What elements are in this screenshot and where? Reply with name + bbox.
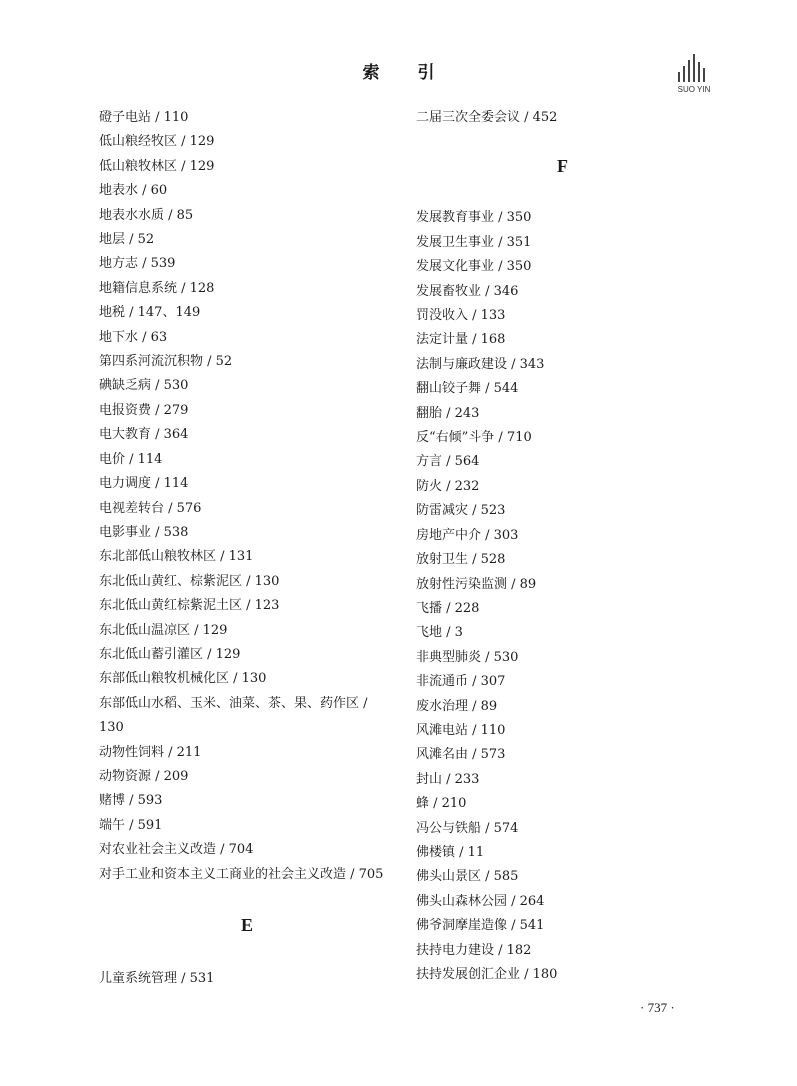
index-entry: 反“右倾”斗争 / 710 xyxy=(416,430,532,446)
index-entry: 地层 / 52 xyxy=(99,232,155,248)
index-entry: 发展文化事业 / 350 xyxy=(416,259,532,275)
index-entry: 东北低山蓄引灌区 / 129 xyxy=(99,646,241,662)
index-entry: 儿童系统管理 / 531 xyxy=(99,971,215,986)
index-group-f xyxy=(416,206,706,987)
index-entry: 东北低山黄红棕紫泥土区 / 123 xyxy=(99,598,280,614)
logo-bars-icon xyxy=(674,52,714,82)
index-entry: 放射性污染监测 / 89 xyxy=(416,576,537,592)
index-entry: 电价 / 114 xyxy=(99,451,163,467)
index-entry: 罚没收入 / 133 xyxy=(416,308,506,324)
suo-yin-logo xyxy=(668,48,720,92)
index-group-e-continued xyxy=(416,106,706,130)
index-entry: 非流通币 / 307 xyxy=(416,674,506,690)
index-entry: 风滩电站 / 110 xyxy=(416,722,506,738)
page-number: · 737 · xyxy=(640,1000,675,1015)
index-entry: 对手工业和资本主义工商业的社会主义改造 / 705 xyxy=(99,866,384,882)
section-letter-e: E xyxy=(240,915,253,935)
index-entry: 废水治理 / 89 xyxy=(416,698,498,714)
index-entry: 磴子电站 / 110 xyxy=(99,110,189,125)
logo-text: SUO YIN xyxy=(677,85,711,94)
index-entry: 翻山铰子舞 / 544 xyxy=(416,381,519,397)
index-entry: 发展教育事业 / 350 xyxy=(416,210,532,226)
index-entry: 蜂 / 210 xyxy=(416,796,467,812)
index-entry: 非典型肺炎 / 530 xyxy=(416,649,519,665)
index-entry: 电视差转台 / 576 xyxy=(99,500,202,516)
index-entry: 第四系河流沉积物 / 52 xyxy=(99,354,233,370)
index-entry: 东部低山水稻、玉米、油菜、茶、果、药作区 / 130 xyxy=(99,695,368,736)
index-entry: 方言 / 564 xyxy=(416,454,480,470)
index-entry: 佛头山森林公园 / 264 xyxy=(416,893,545,909)
index-entry: 端午 / 591 xyxy=(99,817,163,833)
index-entry: 法制与廉政建设 / 343 xyxy=(416,356,545,372)
index-entry: 佛楼镇 / 11 xyxy=(416,844,485,860)
index-entry: 东北低山黄红、棕紫泥区 / 130 xyxy=(99,573,280,589)
index-entry: 发展卫生事业 / 351 xyxy=(416,234,532,250)
index-entry: 地籍信息系统 / 128 xyxy=(99,280,215,296)
index-group-e xyxy=(99,967,395,991)
index-entry: 法定计量 / 168 xyxy=(416,332,506,348)
index-entry: 地表水 / 60 xyxy=(99,183,168,199)
index-column-left xyxy=(99,106,395,991)
index-entry: 扶持发展创汇企业 / 180 xyxy=(416,967,558,982)
index-entry: 飞播 / 228 xyxy=(416,600,480,616)
index-entry: 东北部低山粮牧林区 / 131 xyxy=(99,549,254,565)
index-entry: 低山粮牧林区 / 129 xyxy=(99,158,215,174)
index-entry: 地表水水质 / 85 xyxy=(99,207,194,223)
page-title: 索 引 xyxy=(362,63,451,83)
index-entry: 动物资源 / 209 xyxy=(99,768,189,784)
index-entry: 电力调度 / 114 xyxy=(99,476,189,492)
index-entry: 碘缺乏病 / 530 xyxy=(99,378,189,394)
index-entry: 防雷减灾 / 523 xyxy=(416,503,506,519)
index-entry: 对农业社会主义改造 / 704 xyxy=(99,842,254,858)
index-entry: 地方志 / 539 xyxy=(99,256,176,272)
index-entry: 冯公与铁船 / 574 xyxy=(416,820,519,836)
index-entry: 电影事业 / 538 xyxy=(99,524,189,540)
index-entry: 佛爷洞摩崖造像 / 541 xyxy=(416,918,545,934)
index-group-d xyxy=(99,106,395,887)
index-entry: 扶持电力建设 / 182 xyxy=(416,942,532,958)
index-entry: 佛头山景区 / 585 xyxy=(416,869,519,885)
index-entry: 防火 / 232 xyxy=(416,478,480,494)
index-entry: 地税 / 147、149 xyxy=(99,305,201,321)
index-entry: 电报资费 / 279 xyxy=(99,402,189,418)
index-column-right xyxy=(416,106,706,987)
index-entry: 电大教育 / 364 xyxy=(99,427,189,443)
index-entry: 动物性饲料 / 211 xyxy=(99,744,202,760)
index-entry: 房地产中介 / 303 xyxy=(416,527,519,543)
index-entry: 低山粮经牧区 / 129 xyxy=(99,134,215,150)
index-entry: 地下水 / 63 xyxy=(99,329,168,345)
index-entry: 飞地 / 3 xyxy=(416,625,463,641)
section-letter-f: F xyxy=(557,156,568,177)
index-entry: 赌博 / 593 xyxy=(99,793,163,809)
index-entry: 风滩名由 / 573 xyxy=(416,747,506,763)
index-entry: 封山 / 233 xyxy=(416,771,480,787)
index-entry: 翻胎 / 243 xyxy=(416,405,480,421)
index-entry: 放射卫生 / 528 xyxy=(416,552,506,568)
index-entry: 发展畜牧业 / 346 xyxy=(416,283,519,299)
index-entry: 二届三次全委会议 / 452 xyxy=(416,110,558,125)
index-entry: 东北低山温凉区 / 129 xyxy=(99,622,228,638)
index-entry: 东部低山粮牧机械化区 / 130 xyxy=(99,671,267,687)
